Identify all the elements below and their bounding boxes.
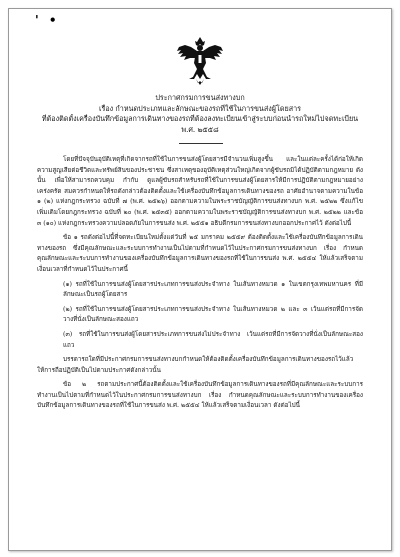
garuda-emblem-icon — [175, 33, 225, 89]
subject-line-2: ที่ต้องติดตั้งเครื่องบันทึกข้อมูลการเดินทางของรถที่ต้องลงทะเบียนเข้าสู่ระบบก่อนนำรถใหม่ไปจดทะเบียน — [41, 114, 359, 123]
existing-vehicles-paragraph: บรรดารถใดที่มีประกาศกรมการขนส่งทางบกกำหนดให้ต้องติดตั้งเครื่องบันทึกข้อมูลการเดินทางของรถไว้แล้ว ให้การถือปฏิบัติเป็นไปตามประกาศดังกล่าวนั้น — [37, 356, 354, 374]
year-line: พ.ศ. ๒๕๕๘ — [181, 124, 219, 134]
clause-1-item-3: (๓) รถที่ใช้ในการขนส่งผู้โดยสารประเภทการขนส่งไม่ประจำทาง เว้นแต่รถที่มีการจัดวางที่นั่งเป็นลักษณะสองแถว — [63, 330, 363, 349]
heading-divider — [179, 143, 223, 144]
clause-1-item-1: (๑) รถที่ใช้ในการขนส่งผู้โดยสารประเภทการขนส่งประจำทาง ในเส้นทางหมวด ๑ ในเขตกรุงเทพมหานคร ที่มีลักษณะเป็นรถผู้โดยสาร — [63, 280, 363, 299]
clause-1-paragraph: ข้อ ๑ รถดังต่อไปนี้ที่จดทะเบียนใหม่ตั้งแต่วันที่ ๒๕ มกราคม ๒๕๕๙ ต้องติดตั้งและใช้เครื่องบันทึกข้อมูลการเดินทางของรถ ซึ่งมีคุณลักษณะและระบบการทำงานเป็นไปตามที่กำหนดไว้ในประกาศกรมการขนส่งทางบก เรื่อง กำหนดคุณลักษณะและระบบการทำงานของเครื่องบันทึกข้อมูลการเดินทางของรถที่ใช้ในการขนส่ง พ.ศ. ๒๕๕๔ ให้แล้วเสร็จตามเงื่อนเวลาที่กำหนดไว้ในประกาศนี้ — [37, 234, 363, 273]
clause-2-paragraph: ข้อ ๒ รถตามประกาศนี้ต้องติดตั้งและใช้เครื่องบันทึกข้อมูลการเดินทางของรถที่มีคุณลักษณะและระบบการทำงานเป็นไปตามที่กำหนดไว้ในประกาศกรมการขนส่งทางบก เรื่อง กำหนดคุณลักษณะและระบบการทำงานของเครื่องบันทึกข้อมูลการเดินทางของรถที่ใช้ในการขนส่ง พ.ศ. ๒๕๕๔ ให้แล้วเสร็จตามเงื่อนเวลา ดังต่อไปนี้ — [37, 381, 363, 410]
preamble-paragraph: โดยที่ปัจจุบันอุบัติเหตุที่เกิดจากรถที่ใช้ในการขนส่งผู้โดยสารมีจำนวนเพิ่มสูงขึ้น และในแต่ละครั้งได้ก่อให้เกิดความสูญเสียต่อชีวิตและทรัพย์สินของประชาชน ซึ่งสาเหตุของอุบัติเหตุส่วนใหญ่เกิดจากผู้ขับรถมิได้ปฏิบัติตามกฎหมาย ดังนั้น เพื่อให้สามารถควบคุม กำกับ ดูแลผู้ขับรถสำหรับรถที่ใช้ในการขนส่งผู้โดยสารให้มีการปฏิบัติตามกฎหมายอย่างเคร่งครัด สมควรกำหนดให้รถดังกล่าวต้องติดตั้งและใช้เครื่องบันทึกข้อมูลการเดินทางของรถ อาศัยอำนาจตามความในข้อ ๑ (๒) แห่งกฎกระทรวง ฉบับที่ ๗ (พ.ศ. ๒๕๒๖) ออกตามความในพระราชบัญญัติการขนส่งทางบก พ.ศ. ๒๕๒๒ ซึ่งแก้ไขเพิ่มเติมโดยกฎกระทรวง ฉบับที่ ๒๐ (พ.ศ. ๒๕๓๕) ออกตามความในพระราชบัญญัติการขนส่งทางบก พ.ศ. ๒๕๒๒ และข้อ ๓ (๑๐) แห่งกฎกระทรวงความปลอดภัยในการขนส่ง พ.ศ. ๒๕๕๑ อธิบดีกรมการขนส่งทางบกออกประกาศไว้ ดังต่อไปนี้ — [37, 156, 363, 227]
document-page — [8, 8, 392, 551]
document-heading — [29, 93, 371, 135]
scan-marks: ' • — [35, 13, 60, 27]
issuer-title: ประกาศกรมการขนส่งทางบก — [155, 93, 245, 102]
document-body — [37, 155, 363, 416]
clause-1-item-2: (๒) รถที่ใช้ในการขนส่งผู้โดยสารประเภทการขนส่งประจำทาง ในเส้นทางหมวด ๒ และ ๓ เว้นแต่รถที่มีการจัดวางที่นั่งเป็นลักษณะสองแถว — [63, 305, 363, 324]
subject-line-1: เรื่อง กำหนดประเภทและลักษณะของรถที่ใช้ในการขนส่งผู้โดยสาร — [99, 103, 301, 113]
